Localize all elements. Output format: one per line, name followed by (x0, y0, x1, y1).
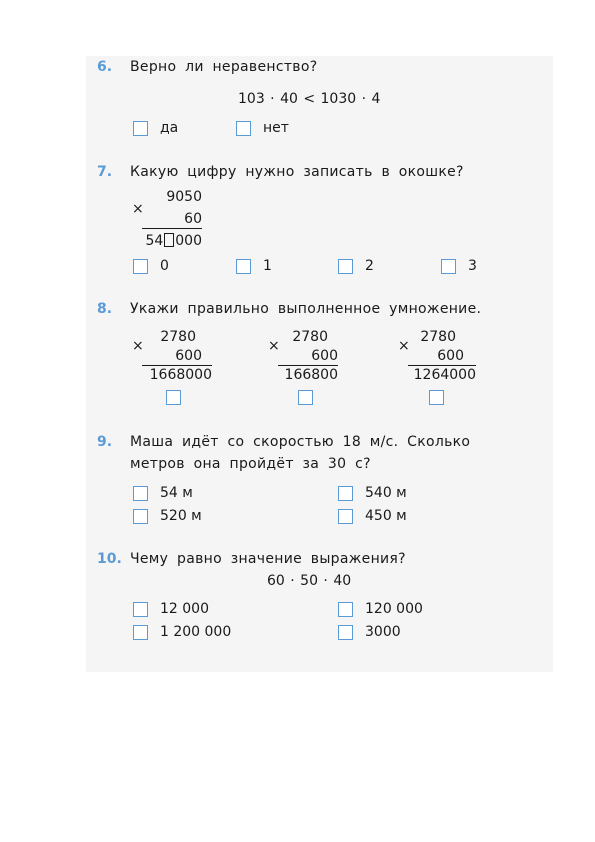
q9-option-54-label: 54 м (160, 485, 193, 501)
q8-checkbox-1[interactable] (166, 390, 181, 405)
q9-option-54[interactable] (133, 485, 193, 501)
q8-multiplier-3: 600 (437, 348, 464, 364)
multiply-sign: × (132, 338, 144, 354)
q7-option-1-label: 1 (263, 258, 272, 274)
q9-question-line1: Маша идёт со скоростью 18 м/с. Сколько (130, 434, 471, 450)
q9-option-450-label: 450 м (365, 508, 407, 524)
q8-result-2: 166800 (284, 367, 338, 383)
multiply-sign: × (268, 338, 280, 354)
q7-number: 7. (97, 164, 113, 180)
q7-option-3[interactable] (441, 258, 477, 274)
q9-option-520[interactable] (133, 508, 202, 524)
q10-number: 10. (97, 551, 122, 567)
q8-checkbox-2[interactable] (298, 390, 313, 405)
checkbox[interactable] (133, 259, 148, 274)
q6-expression: 103 · 40 < 1030 · 4 (238, 91, 381, 107)
q7-option-0[interactable] (133, 258, 169, 274)
q6-number: 6. (97, 59, 113, 75)
q10-question: Чему равно значение выражения? (130, 551, 406, 567)
q8-question: Укажи правильно выполненное умножение. (130, 301, 482, 317)
q8-result-3: 1264000 (413, 367, 476, 383)
q9-option-540[interactable] (338, 485, 407, 501)
q10-option-12000-label: 12 000 (160, 601, 209, 617)
q10-option-3000-label: 3000 (365, 624, 401, 640)
q8-multiplicand-1: 2780 (160, 329, 196, 345)
multiply-sign: × (132, 201, 144, 217)
q9-number: 9. (97, 434, 113, 450)
q7-option-2-label: 2 (365, 258, 374, 274)
q9-question-line2: метров она пройдёт за 30 с? (130, 456, 371, 472)
q7-option-3-label: 3 (468, 258, 477, 274)
result-line (142, 228, 202, 229)
checkbox[interactable] (236, 259, 251, 274)
checkbox[interactable] (133, 486, 148, 501)
q8-number: 8. (97, 301, 113, 317)
q9-option-540-label: 540 м (365, 485, 407, 501)
checkbox[interactable] (133, 121, 148, 136)
checkbox[interactable] (133, 509, 148, 524)
q8-result-1: 1668000 (149, 367, 212, 383)
q6-option-no-label: нет (263, 120, 289, 136)
q7-result-right: 000 (175, 233, 202, 249)
q8-multiplicand-2: 2780 (292, 329, 328, 345)
q6-option-yes[interactable] (133, 120, 178, 136)
checkbox[interactable] (338, 509, 353, 524)
q8-multiplication-1 (130, 328, 212, 384)
q6-option-no[interactable] (236, 120, 289, 136)
q7-multiplication (130, 188, 202, 252)
q8-multiplier-1: 600 (175, 348, 202, 364)
checkbox[interactable] (338, 486, 353, 501)
q6-question: Верно ли неравенство? (130, 59, 318, 75)
q7-result-left: 54 (145, 233, 164, 249)
q8-multiplicand-3: 2780 (420, 329, 456, 345)
multiply-sign: × (398, 338, 410, 354)
checkbox[interactable] (338, 602, 353, 617)
q10-option-1200000-label: 1 200 000 (160, 624, 232, 640)
q9-option-520-label: 520 м (160, 508, 202, 524)
q9-option-450[interactable] (338, 508, 407, 524)
q10-option-120000-label: 120 000 (365, 601, 423, 617)
q8-checkbox-3[interactable] (429, 390, 444, 405)
digit-box[interactable] (164, 233, 174, 247)
q7-option-0-label: 0 (160, 258, 169, 274)
q6-option-yes-label: да (160, 120, 179, 136)
q8-multiplier-2: 600 (311, 348, 338, 364)
q7-multiplier: 60 (184, 211, 202, 227)
q8-multiplication-2 (266, 328, 338, 384)
checkbox[interactable] (441, 259, 456, 274)
q7-question: Какую цифру нужно записать в окошке? (130, 164, 464, 180)
checkbox[interactable] (133, 602, 148, 617)
q10-option-12000[interactable] (133, 601, 209, 617)
q7-option-2[interactable] (338, 258, 374, 274)
q10-option-120000[interactable] (338, 601, 423, 617)
checkbox[interactable] (338, 259, 353, 274)
checkbox[interactable] (236, 121, 251, 136)
q7-multiplicand: 9050 (166, 189, 202, 205)
q7-option-1[interactable] (236, 258, 272, 274)
q10-expression: 60 · 50 · 40 (267, 573, 352, 589)
q10-option-3000[interactable] (338, 624, 401, 640)
q7-result (145, 232, 202, 250)
checkbox[interactable] (133, 625, 148, 640)
q10-option-1200000[interactable] (133, 624, 231, 640)
q8-multiplication-3 (396, 328, 476, 384)
checkbox[interactable] (338, 625, 353, 640)
